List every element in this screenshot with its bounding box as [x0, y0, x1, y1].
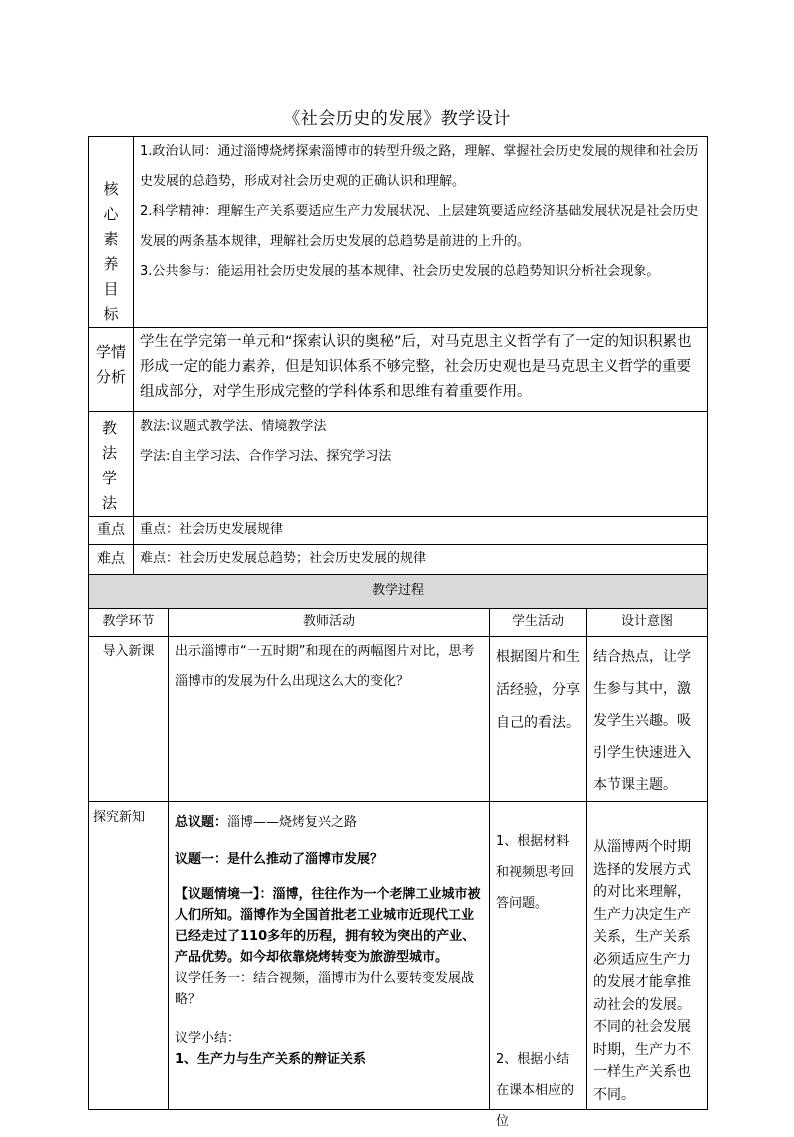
topic-text: 淄博——烧烤复兴之路 — [227, 815, 358, 830]
explore-intent: 从淄博两个时期选择的发展方式的对比来理解，生产力决定生产关系，生产关系必须适应生产力的发展才能拿推动社会的发展。不同的社会发展时期，生产力不一样生产关系也不同。 — [587, 802, 708, 1110]
row-process-header — [89, 575, 708, 609]
key-content: 重点：社会历史发展规律 — [134, 517, 708, 545]
page-title: 《社会历史的发展》教学设计 — [283, 109, 511, 129]
analysis-label: 学情分析 — [89, 328, 134, 412]
topic-label: 总议题： — [175, 815, 228, 830]
row-difficult — [89, 545, 708, 575]
explore-stage: 探究新知 — [89, 802, 169, 1110]
core-goals-label: 核心素养目标 — [89, 137, 134, 328]
methods-label: 教法学法 — [89, 412, 134, 517]
row-core-goals — [89, 137, 708, 328]
difficult-label: 难点 — [89, 545, 134, 575]
core-goals-content — [134, 137, 708, 328]
intro-intent: 结合热点，让学生参与其中，激发学生兴趣。吸引学生快速进入本节课主题。 — [587, 637, 708, 802]
teach-method: 教法:议题式教学法、情境教学法 — [140, 419, 327, 434]
intro-student: 根据图片和生活经验，分享自己的看法。 — [490, 637, 587, 802]
explore-student — [490, 802, 587, 1129]
col-student: 学生活动 — [490, 609, 587, 637]
row-explore — [89, 802, 708, 1110]
row-key — [89, 517, 708, 545]
task-1: 议学任务一：结合视频，淄博市为什么要转变发展战略？ — [175, 971, 475, 1007]
col-teacher: 教师活动 — [169, 609, 490, 637]
key-label: 重点 — [89, 517, 134, 545]
intro-stage: 导入新课 — [89, 637, 169, 802]
row-columns — [89, 609, 708, 637]
process-header: 教学过程 — [89, 575, 708, 609]
learn-method: 学法:自主学习法、合作学习法、探究学习法 — [140, 449, 392, 464]
row-analysis — [89, 328, 708, 412]
student-step-2: 2、根据小结在课本相应的位 — [496, 1052, 575, 1129]
summary-point-1: 1、生产力与生产关系的辩证关系 — [175, 1052, 367, 1067]
analysis-content: 学生在学完第一单元和“探索认识的奥秘”后，对马克思主义哲学有了一定的知识积累也形成一定的能力素养，但是知识体系不够完整，社会历史观也是马克思主义哲学的重要组成部分，对学生形成完整的学科体系和思维有着重要作用。 — [134, 328, 708, 412]
student-step-1: 1、根据材料和视频思考回答问题。 — [496, 834, 575, 911]
row-methods — [89, 412, 708, 517]
col-stage: 教学环节 — [89, 609, 169, 637]
core-goal-3: 3.公共参与：能运用社会历史发展的基本规律、社会历史发展的总趋势知识分析社会现象。 — [140, 264, 660, 279]
methods-content — [134, 412, 708, 517]
intro-teacher: 出示淄博市“一五时期”和现在的两幅图片对比，思考淄博市的发展为什么出现这么大的变化？ — [169, 637, 490, 802]
scene-1: 【议题情境一】：淄博，往往作为一个老牌工业城市被人们所知。淄博作为全国首批老工业城市近现代工业已经走过了110多年的历程，拥有较为突出的产业、产品优势。如今却依靠烧烤转变为旅游型城市。 — [175, 887, 481, 965]
question-1: 议题一：是什么推动了淄博市发展？ — [175, 852, 384, 867]
col-intent: 设计意图 — [587, 609, 708, 637]
explore-teacher — [169, 802, 490, 1110]
summary-label: 议学小结： — [175, 1031, 241, 1046]
lesson-plan-table — [88, 136, 708, 1129]
core-goal-2: 2.科学精神：理解生产关系要适应生产力发展状况、上层建筑要适应经济基础发展状况是社会历史发展的两条基本规律，理解社会历史发展的总趋势是前进的上升的。 — [140, 204, 699, 249]
core-goal-1: 1.政治认同：通过淄博烧烤探索淄博市的转型升级之路，理解、掌握社会历史发展的规律和社会历史发展的总趋势，形成对社会历史观的正确认识和理解。 — [140, 144, 699, 189]
row-intro — [89, 637, 708, 802]
difficult-content: 难点：社会历史发展总趋势；社会历史发展的规律 — [134, 545, 708, 575]
